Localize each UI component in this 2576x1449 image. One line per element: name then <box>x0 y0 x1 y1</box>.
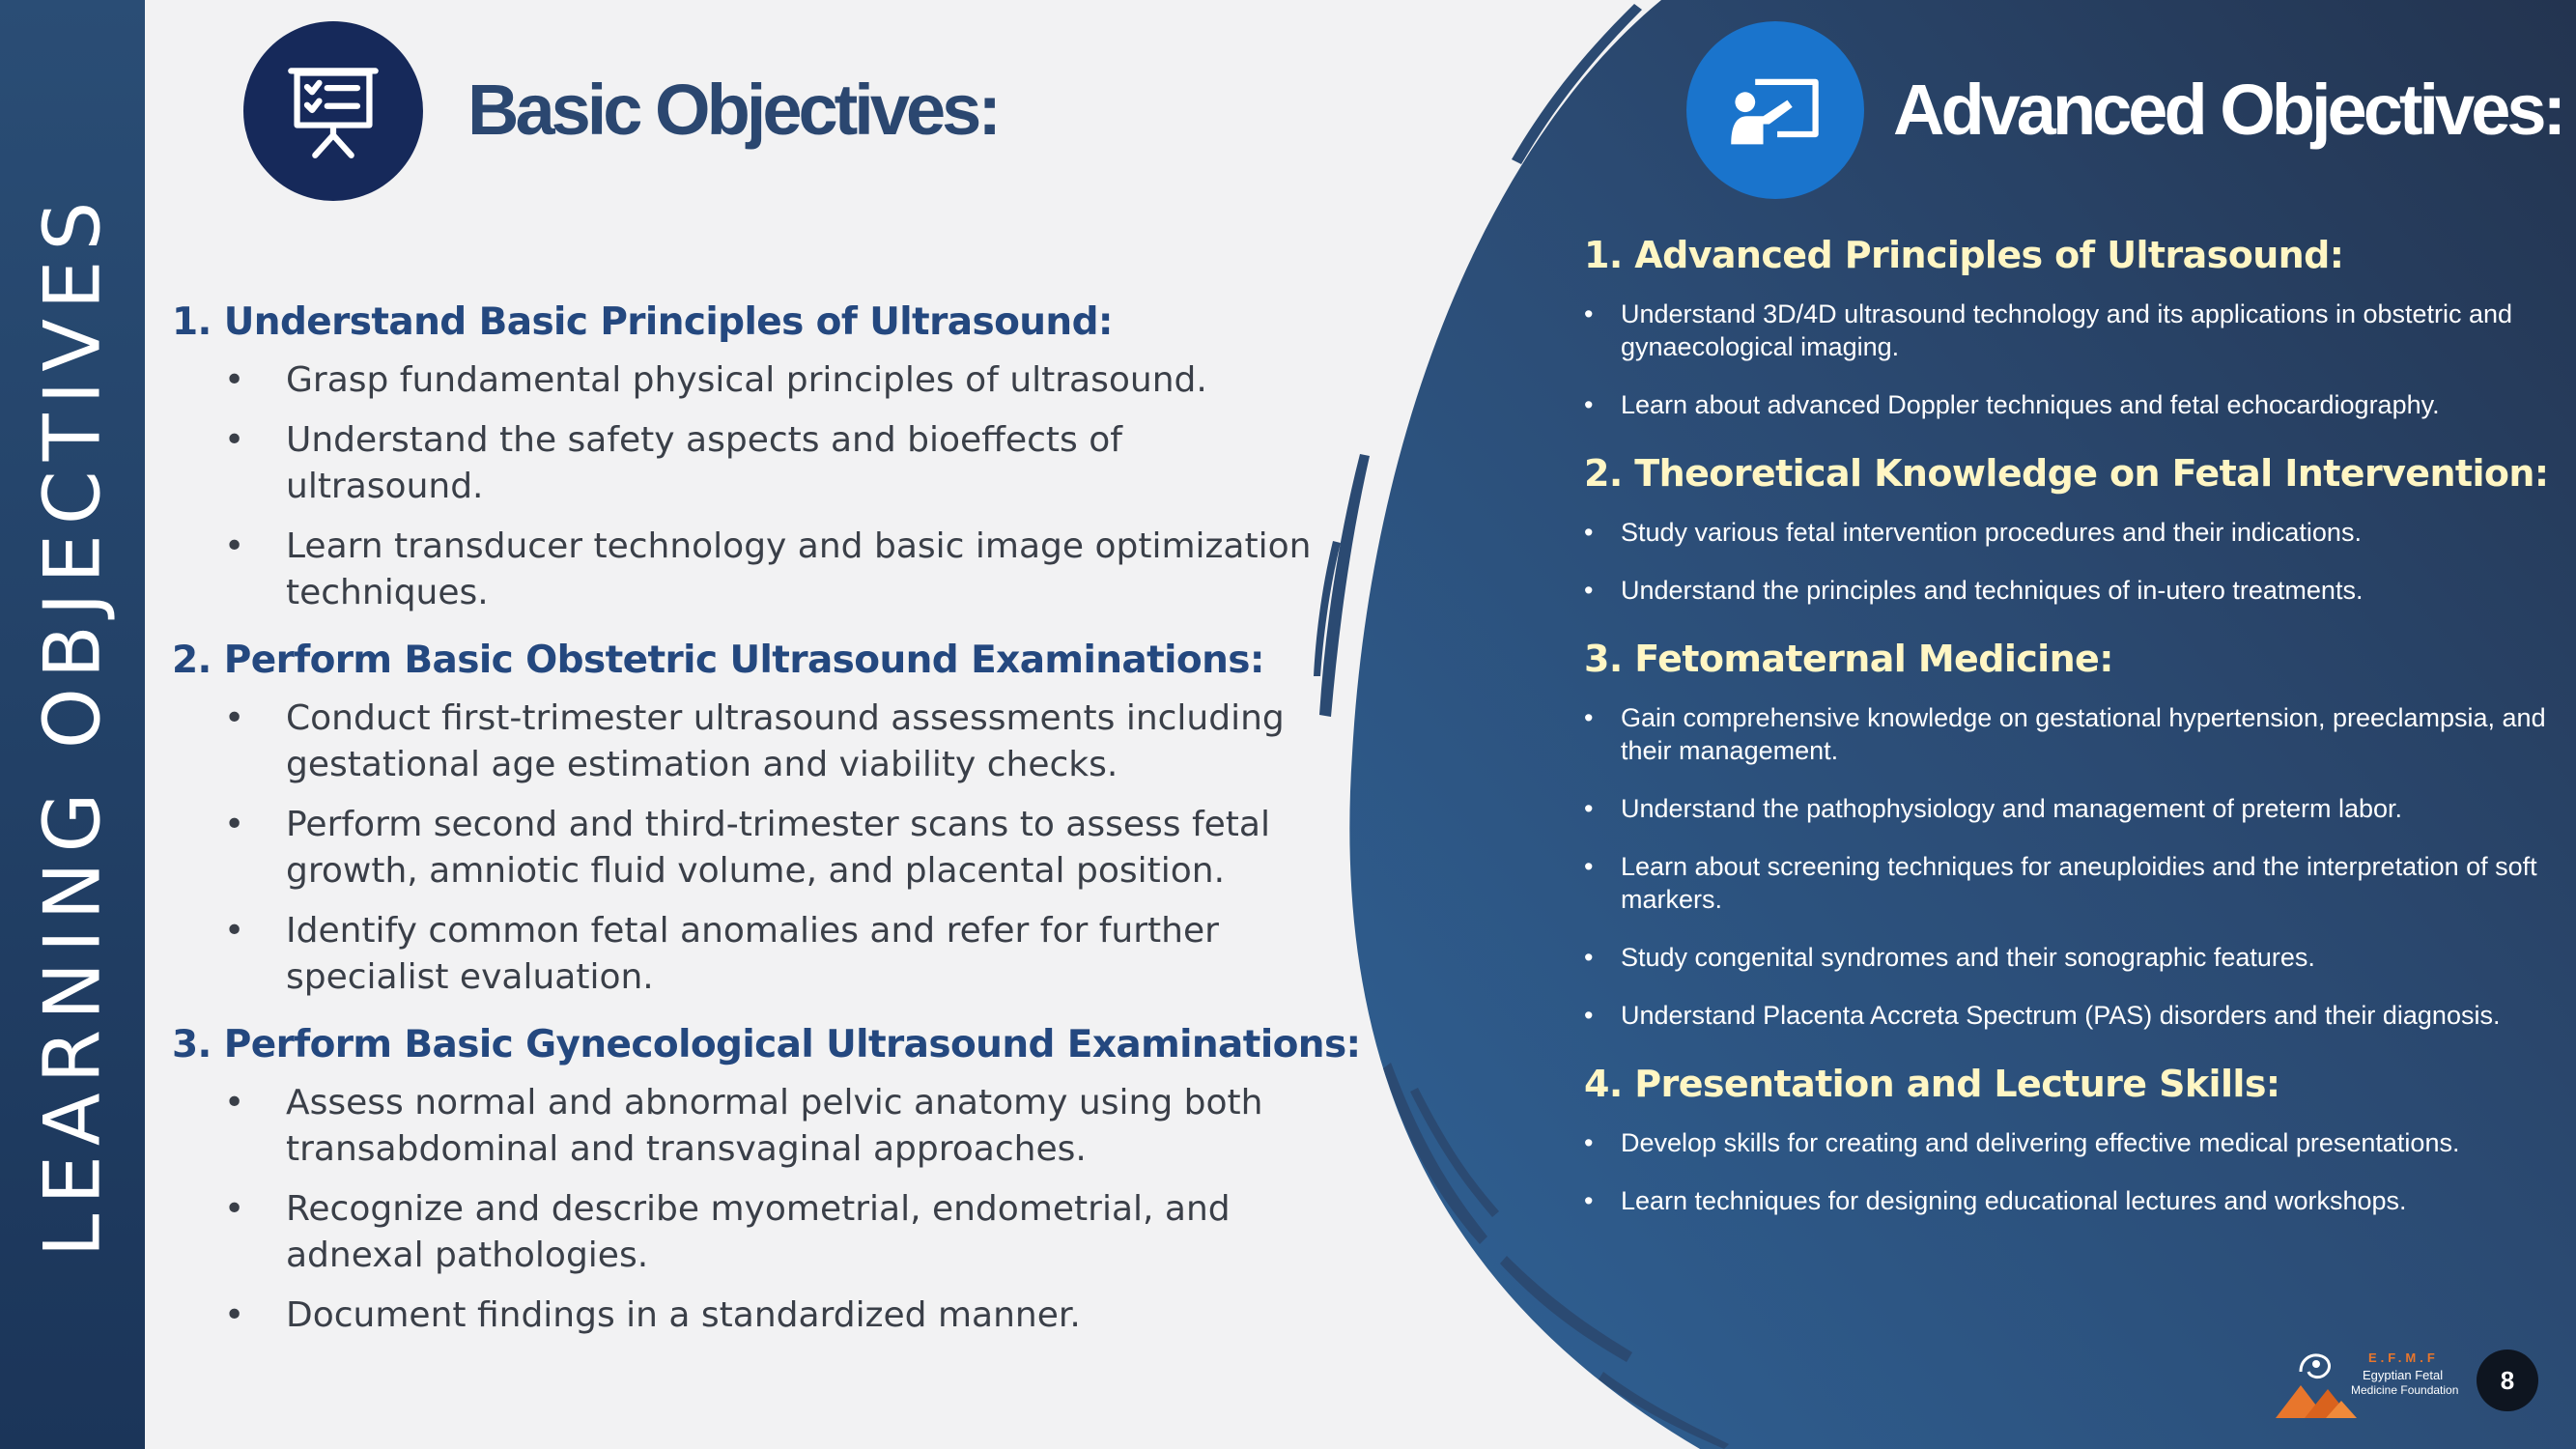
list-item: • Learn techniques for designing educational lectures and workshops. <box>1584 1184 2560 1217</box>
advanced-section-items <box>1584 298 2560 421</box>
list-item: • Study congenital syndromes and their sonographic features. <box>1584 941 2560 974</box>
logo-letters: E.F.M.F <box>2368 1350 2439 1365</box>
sidebar <box>0 0 145 1449</box>
list-item: • Recognize and describe myometrial, endometrial, and adnexal pathologies. <box>172 1186 1321 1279</box>
basic-objectives-heading: Basic Objectives: <box>467 70 998 150</box>
list-item: • Learn about screening techniques for aneuploidies and the interpretation of soft markers. <box>1584 850 2560 916</box>
list-item: • Understand Placenta Accreta Spectrum (PAS) disorders and their diagnosis. <box>1584 999 2560 1032</box>
logo-text-line2: Medicine Foundation <box>2351 1383 2459 1397</box>
advanced-section-title: 4. Presentation and Lecture Skills: <box>1584 1063 2280 1105</box>
advanced-objectives-badge <box>1686 21 1864 199</box>
list-item: • Study various fetal intervention procedures and their indications. <box>1584 516 2560 549</box>
basic-section-items <box>172 357 1321 616</box>
list-item: • Understand the pathophysiology and management of preterm labor. <box>1584 792 2560 825</box>
presentation-board-checklist-icon <box>283 61 383 161</box>
logo-text-line1: Egyptian Fetal <box>2363 1368 2444 1382</box>
efmf-logo <box>2272 1343 2465 1420</box>
presenter-at-screen-icon <box>1725 60 1826 160</box>
advanced-objectives-list <box>1584 228 2560 1242</box>
basic-section-title: 3. Perform Basic Gynecological Ultrasound Examinations: <box>172 1023 1361 1066</box>
list-item: • Gain comprehensive knowledge on gestational hypertension, preeclampsia, and their management. <box>1584 701 2560 767</box>
list-item: • Understand the safety aspects and bioeffects of ultrasound. <box>172 417 1321 510</box>
basic-section-items <box>172 1080 1321 1339</box>
advanced-section-items <box>1584 516 2560 607</box>
advanced-section-items <box>1584 701 2560 1032</box>
basic-objectives-badge <box>243 21 423 201</box>
advanced-section-title: 3. Fetomaternal Medicine: <box>1584 638 2113 680</box>
list-item: • Document findings in a standardized manner. <box>172 1293 1321 1339</box>
page-number: 8 <box>2477 1350 2538 1411</box>
list-item: • Learn transducer technology and basic image optimization techniques. <box>172 524 1321 616</box>
list-item: • Learn about advanced Doppler techniques and fetal echocardiography. <box>1584 388 2560 421</box>
list-item: • Identify common fetal anomalies and refer for further specialist evaluation. <box>172 908 1321 1001</box>
advanced-section-title: 2. Theoretical Knowledge on Fetal Intervention: <box>1584 452 2549 495</box>
advanced-objectives-heading: Advanced Objectives: <box>1893 70 2563 150</box>
list-item: • Perform second and third-trimester scans to assess fetal growth, amniotic fluid volume, and placental position. <box>172 802 1321 895</box>
advanced-section-title: 1. Advanced Principles of Ultrasound: <box>1584 234 2344 276</box>
list-item: • Grasp fundamental physical principles of ultrasound. <box>172 357 1321 404</box>
advanced-section-items <box>1584 1126 2560 1217</box>
list-item: • Develop skills for creating and delivering effective medical presentations. <box>1584 1126 2560 1159</box>
list-item: • Assess normal and abnormal pelvic anatomy using both transabdominal and transvaginal approaches. <box>172 1080 1321 1173</box>
basic-section-title: 2. Perform Basic Obstetric Ultrasound Examinations: <box>172 639 1264 682</box>
basic-objectives-list <box>172 298 1361 1358</box>
sidebar-title: LEARNING OBJECTIVES <box>27 191 118 1258</box>
pyramids-logo-icon <box>2272 1343 2364 1420</box>
list-item: • Understand the principles and techniques of in-utero treatments. <box>1584 574 2560 607</box>
basic-section-title: 1. Understand Basic Principles of Ultrasound: <box>172 300 1113 344</box>
list-item: • Conduct first-trimester ultrasound assessments including gestational age estimation and viability checks. <box>172 696 1321 788</box>
list-item: • Understand 3D/4D ultrasound technology and its applications in obstetric and gynaecological imaging. <box>1584 298 2560 363</box>
basic-section-items <box>172 696 1321 1001</box>
